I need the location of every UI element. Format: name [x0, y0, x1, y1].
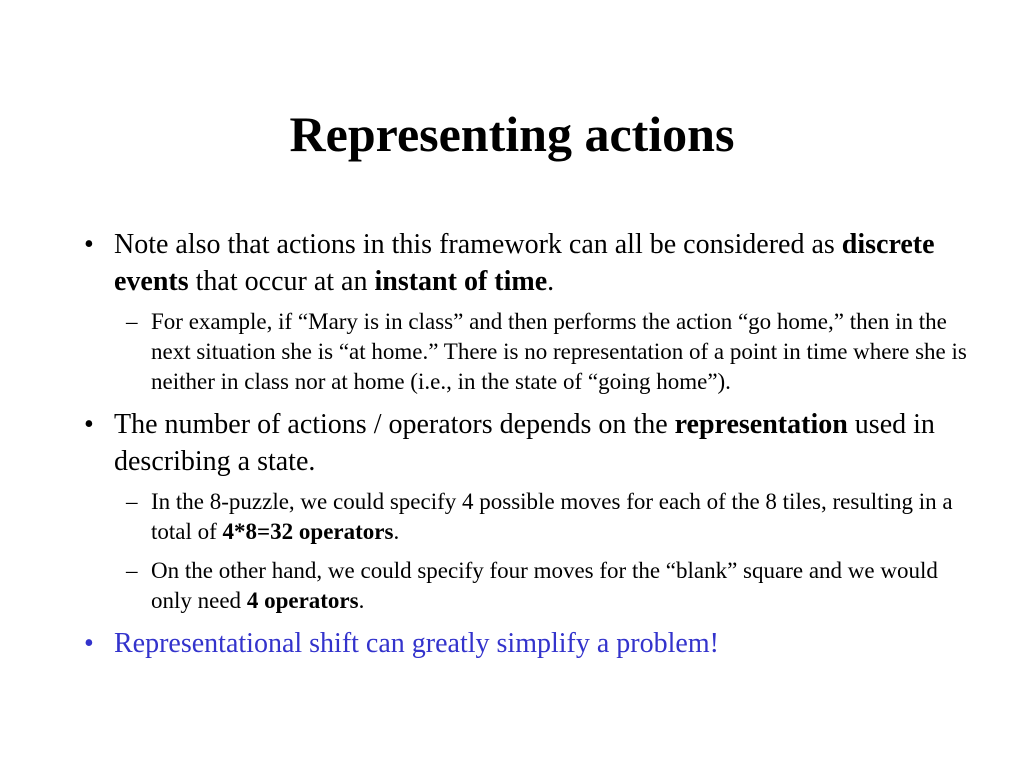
- bullet-3: [84, 625, 984, 662]
- bullet-1-text-2: that occur at an: [188, 266, 375, 297]
- bullet-marker: •: [84, 409, 94, 440]
- sub-bullet-2-1: [126, 487, 984, 547]
- sub-bullet-marker: –: [126, 489, 138, 514]
- bullet-2-text-2: used in describing a state.: [114, 409, 935, 477]
- sub-bullet-2-2: [126, 556, 984, 616]
- bullet-2-text-1: The number of actions / operators depends on the: [114, 409, 675, 440]
- sub-bullet-2-2-text-2: .: [358, 588, 365, 613]
- sub-bullet-1-1: [126, 307, 984, 397]
- bullet-2: [84, 406, 984, 480]
- bullet-1-text-1: Note also that actions in this framework can all be considered as: [114, 229, 842, 260]
- sub-bullet-2-2-bold: 4 operators: [246, 588, 359, 613]
- bullet-1-text-3: .: [547, 266, 555, 297]
- sub-bullet-marker: –: [126, 309, 138, 334]
- bullet-marker: •: [84, 628, 94, 659]
- sub-bullet-2-1-text-2: .: [393, 519, 400, 544]
- sub-bullet-2-1-text-1: In the 8-puzzle, we could specify 4 possible moves for each of the 8 tiles, resulting in a total of: [151, 489, 953, 544]
- bullet-3-text: Representational shift can greatly simplify a problem!: [114, 628, 719, 659]
- sub-bullet-marker: –: [126, 558, 138, 583]
- bullet-marker: •: [84, 229, 94, 260]
- sub-bullet-2-1-bold: 4*8=32 operators: [222, 519, 394, 544]
- bullet-1: [84, 226, 984, 300]
- slide-body: [84, 226, 984, 662]
- sub-bullet-2-2-text-1: On the other hand, we could specify four moves for the “blank” square and we would only need: [151, 558, 938, 613]
- bullet-1-bold-discrete-events: discrete events: [114, 229, 935, 297]
- slide-title: Representing actions: [289, 106, 735, 162]
- bullet-2-bold-representation: representation: [674, 409, 848, 440]
- bullet-1-bold-instant-of-time: instant of time: [374, 266, 548, 297]
- sub-bullet-1-1-text: For example, if “Mary is in class” and then performs the action “go home,” then in the next situation she is “at home.” There is no representation of a point in time where she is neither in class nor at home (i.e., in the state of “going home”).: [151, 309, 967, 394]
